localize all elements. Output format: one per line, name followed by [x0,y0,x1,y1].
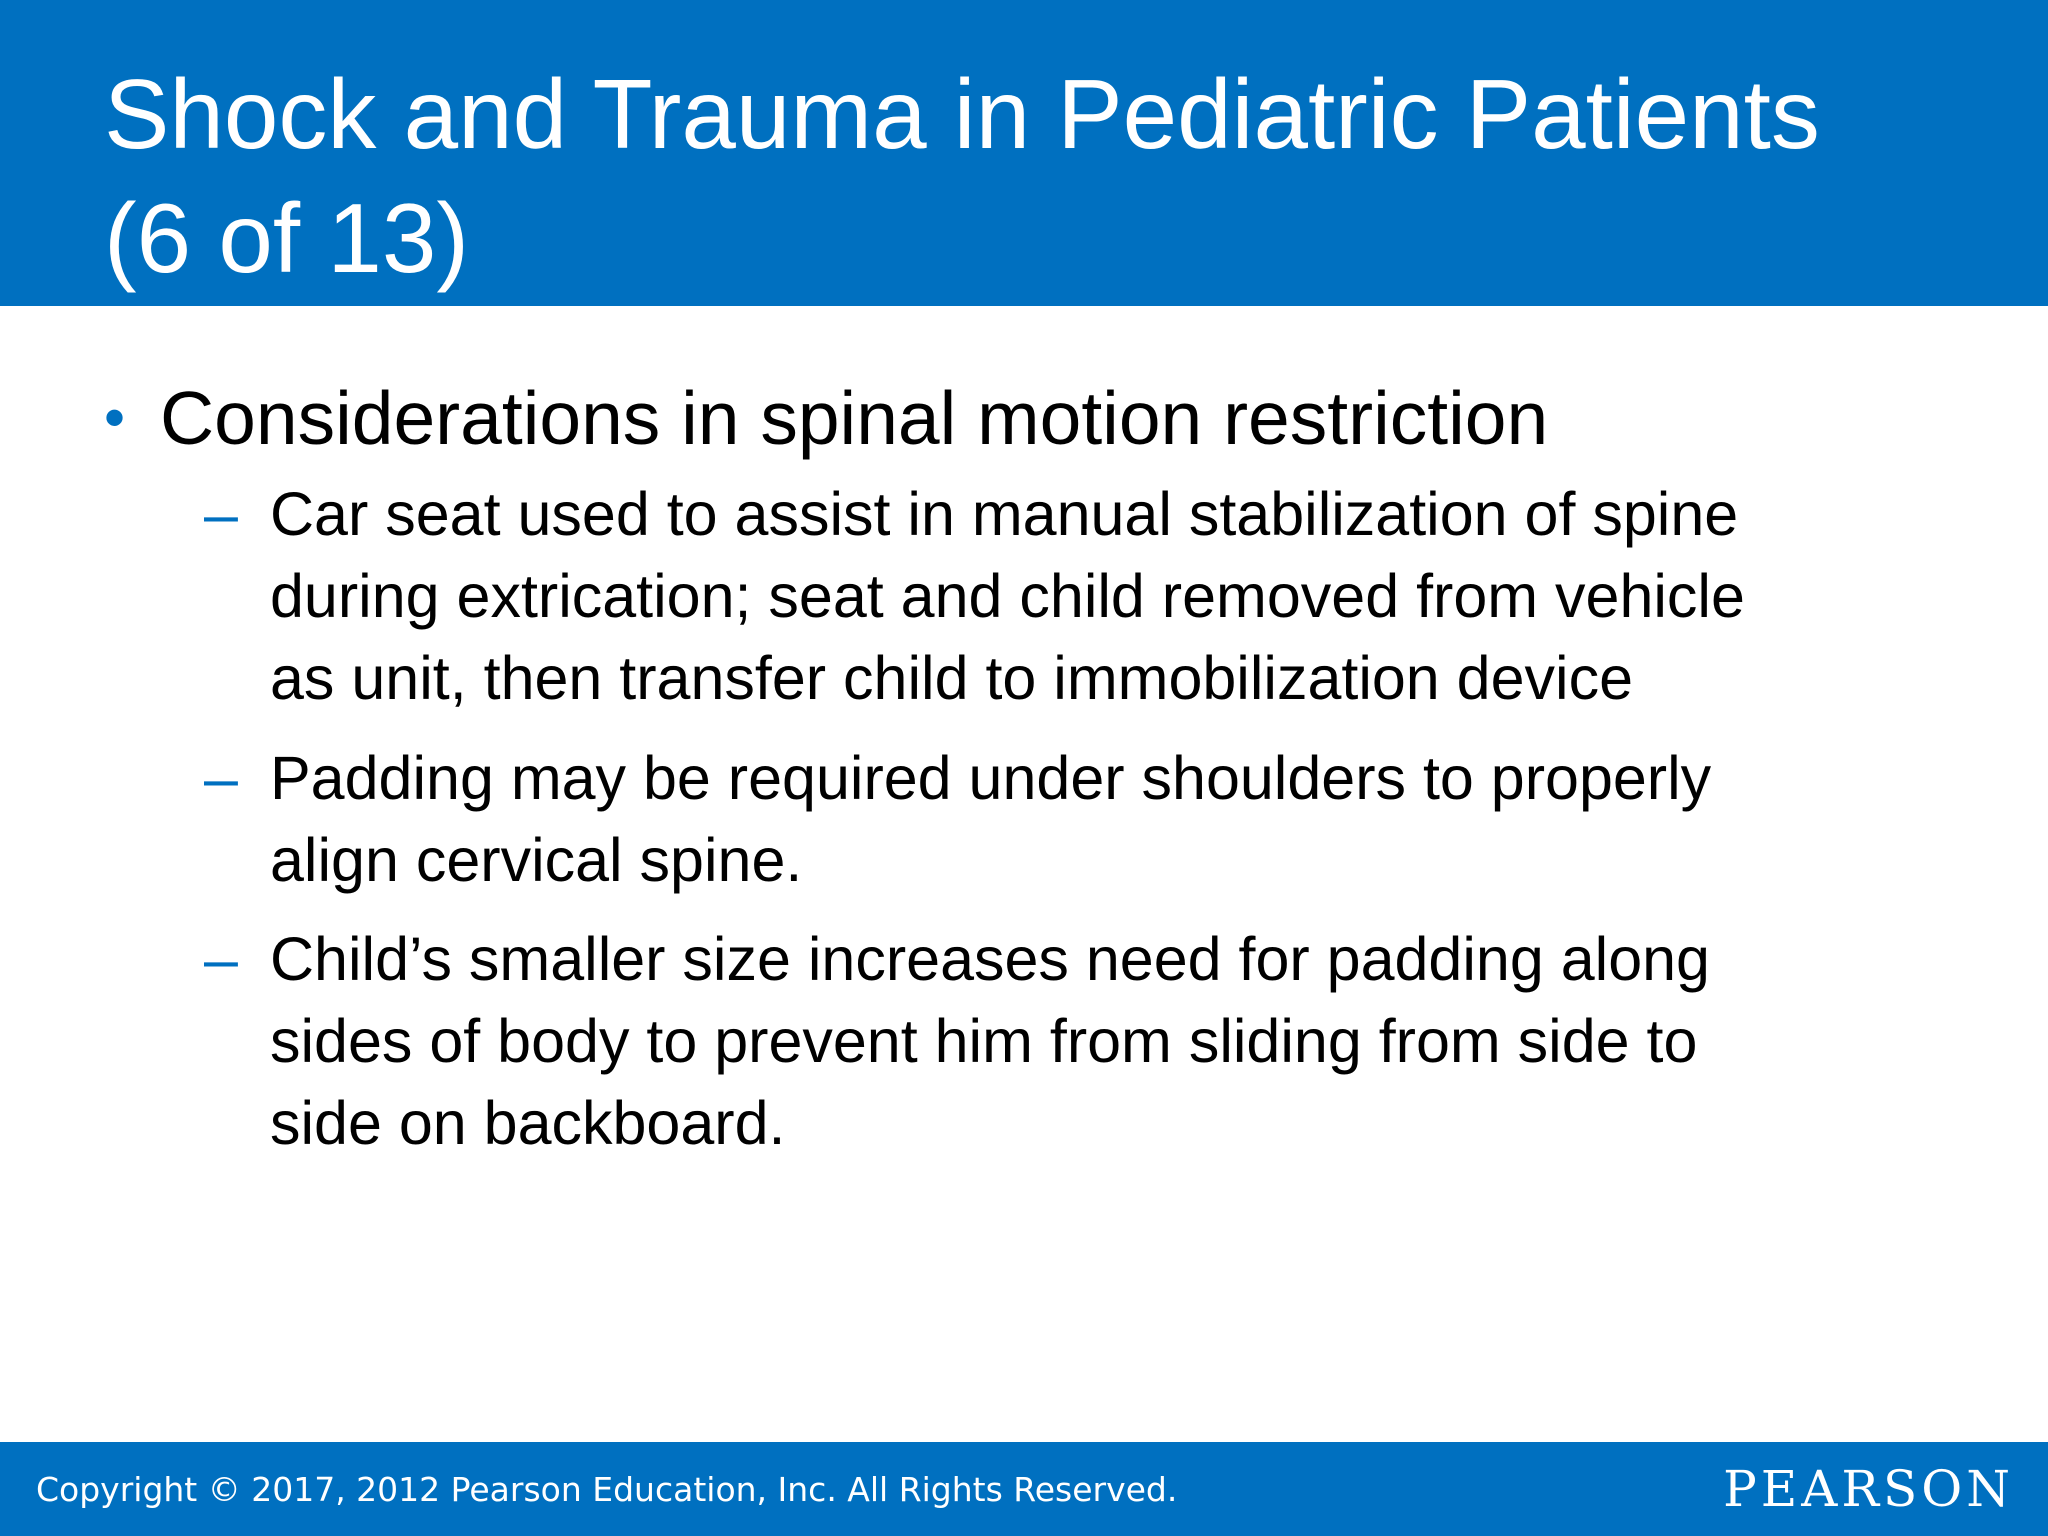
copyright-notice: Copyright © 2017, 2012 Pearson Education, Inc. All Rights Reserved. [36,1470,1178,1509]
sub-bullet-line: side on backboard. [270,1089,786,1157]
slide-title-line-2: (6 of 13) [104,183,469,293]
main-bullet-text: Considerations in spinal motion restriction [160,376,1549,460]
sub-bullet-line: Car seat used to assist in manual stabilization of spine [270,480,1739,548]
sub-bullet-line: align cervical spine. [270,826,803,894]
slide-title [104,52,2004,300]
dash-marker: – [204,744,238,812]
pearson-logo: PEARSON [1723,1460,2014,1518]
bullet-marker: • [104,384,126,451]
sub-bullet-padding-sides [204,918,1984,1164]
title-band [0,0,2048,306]
sub-bullet-line: during extrication; seat and child removed from vehicle [270,562,1745,630]
slide-title-line-1: Shock and Trauma in Pediatric Patients [104,59,1820,169]
dash-marker: – [204,480,238,548]
sub-bullet-car-seat [204,473,1984,719]
sub-bullet-line: as unit, then transfer child to immobilization device [270,644,1633,712]
sub-bullet-padding-shoulders [204,737,1984,901]
sub-bullet-line: Child’s smaller size increases need for padding along [270,925,1710,993]
sub-bullet-line: sides of body to prevent him from sliding from side to [270,1007,1698,1075]
dash-marker: – [204,925,238,993]
footer-band [0,1442,2048,1536]
slide-content [0,306,2048,1442]
sub-bullet-line: Padding may be required under shoulders to properly [270,744,1712,812]
